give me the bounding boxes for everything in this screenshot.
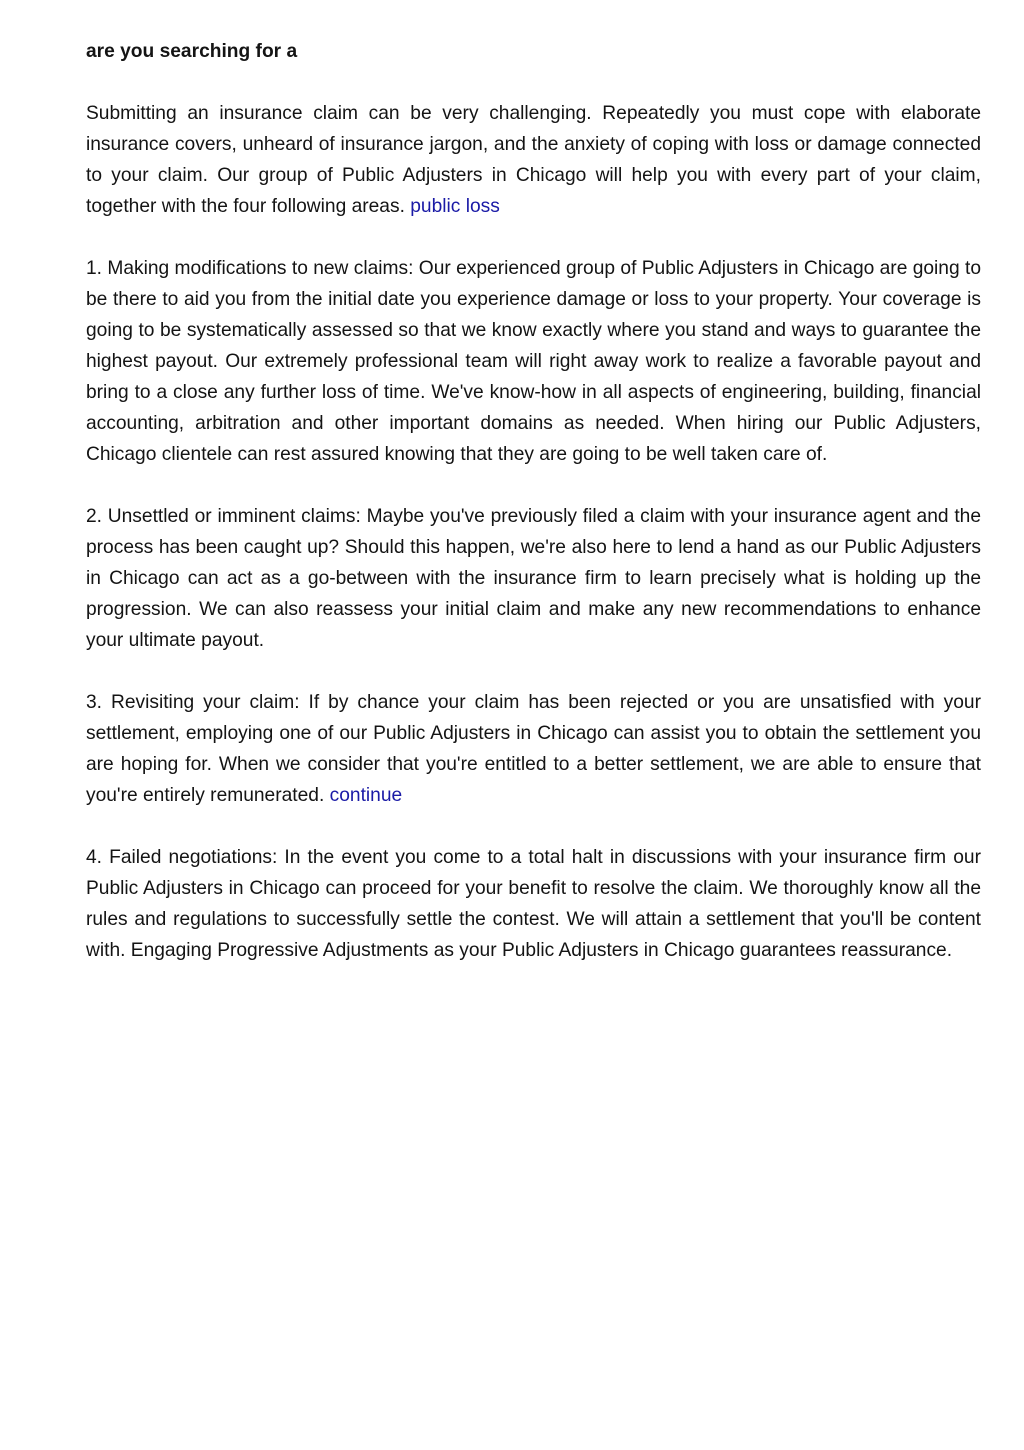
point-2-paragraph: 2. Unsettled or imminent claims: Maybe you've previously filed a claim with your insurance agent and the process has been caught up? Should this happen, we're also here to lend a hand as our Public Adjusters in Chicago can act as a go-between with the insurance firm to learn precisely what is holding up the progression. We can also reassess your initial claim and make any new recommendations to enhance your ultimate payout.	[86, 506, 981, 651]
point-4-paragraph: 4. Failed negotiations: In the event you come to a total halt in discussions with your insurance firm our Public Adjusters in Chicago can proceed for your benefit to resolve the claim. We thoroughly know all the rules and regulations to successfully settle the contest. We will attain a settlement that you'll be content with. Engaging Progressive Adjustments as your Public Adjusters in Chicago guarantees reassurance.	[86, 847, 981, 961]
point-1-paragraph: 1. Making modifications to new claims: Our experienced group of Public Adjusters in Chicago are going to be there to aid you from the initial date you experience damage or loss to your property. Your coverage is going to be systematically assessed so that we know exactly where you stand and ways to guarantee the highest payout. Our extremely professional team will right away work to realize a favorable payout and bring to a close any further loss of time. We've know-how in all aspects of engineering, building, financial accounting, arbitration and other important domains as needed. When hiring our Public Adjusters, Chicago clientele can rest assured knowing that they are going to be well taken care of.	[86, 258, 981, 465]
intro-paragraph	[86, 98, 981, 222]
point-3-paragraph	[86, 687, 981, 811]
public-loss-link[interactable]: public loss	[410, 196, 500, 217]
continue-link[interactable]: continue	[329, 785, 403, 806]
intro-text: Submitting an insurance claim can be very challenging. Repeatedly you must cope with elaborate insurance covers, unheard of insurance jargon, and the anxiety of coping with loss or damage connected to your claim. Our group of Public Adjusters in Chicago will help you with every part of your claim, together with the four following areas.	[86, 103, 981, 217]
document-title: are you searching for a	[86, 41, 298, 62]
document-page	[86, 36, 981, 997]
point-3-text: 3. Revisiting your claim: If by chance your claim has been rejected or you are unsatisfied with your settlement, employing one of our Public Adjusters in Chicago can assist you to obtain the settlement you are hoping for. When we consider that you're entitled to a better settlement, we are able to ensure that you're entirely remunerated.	[86, 692, 981, 806]
